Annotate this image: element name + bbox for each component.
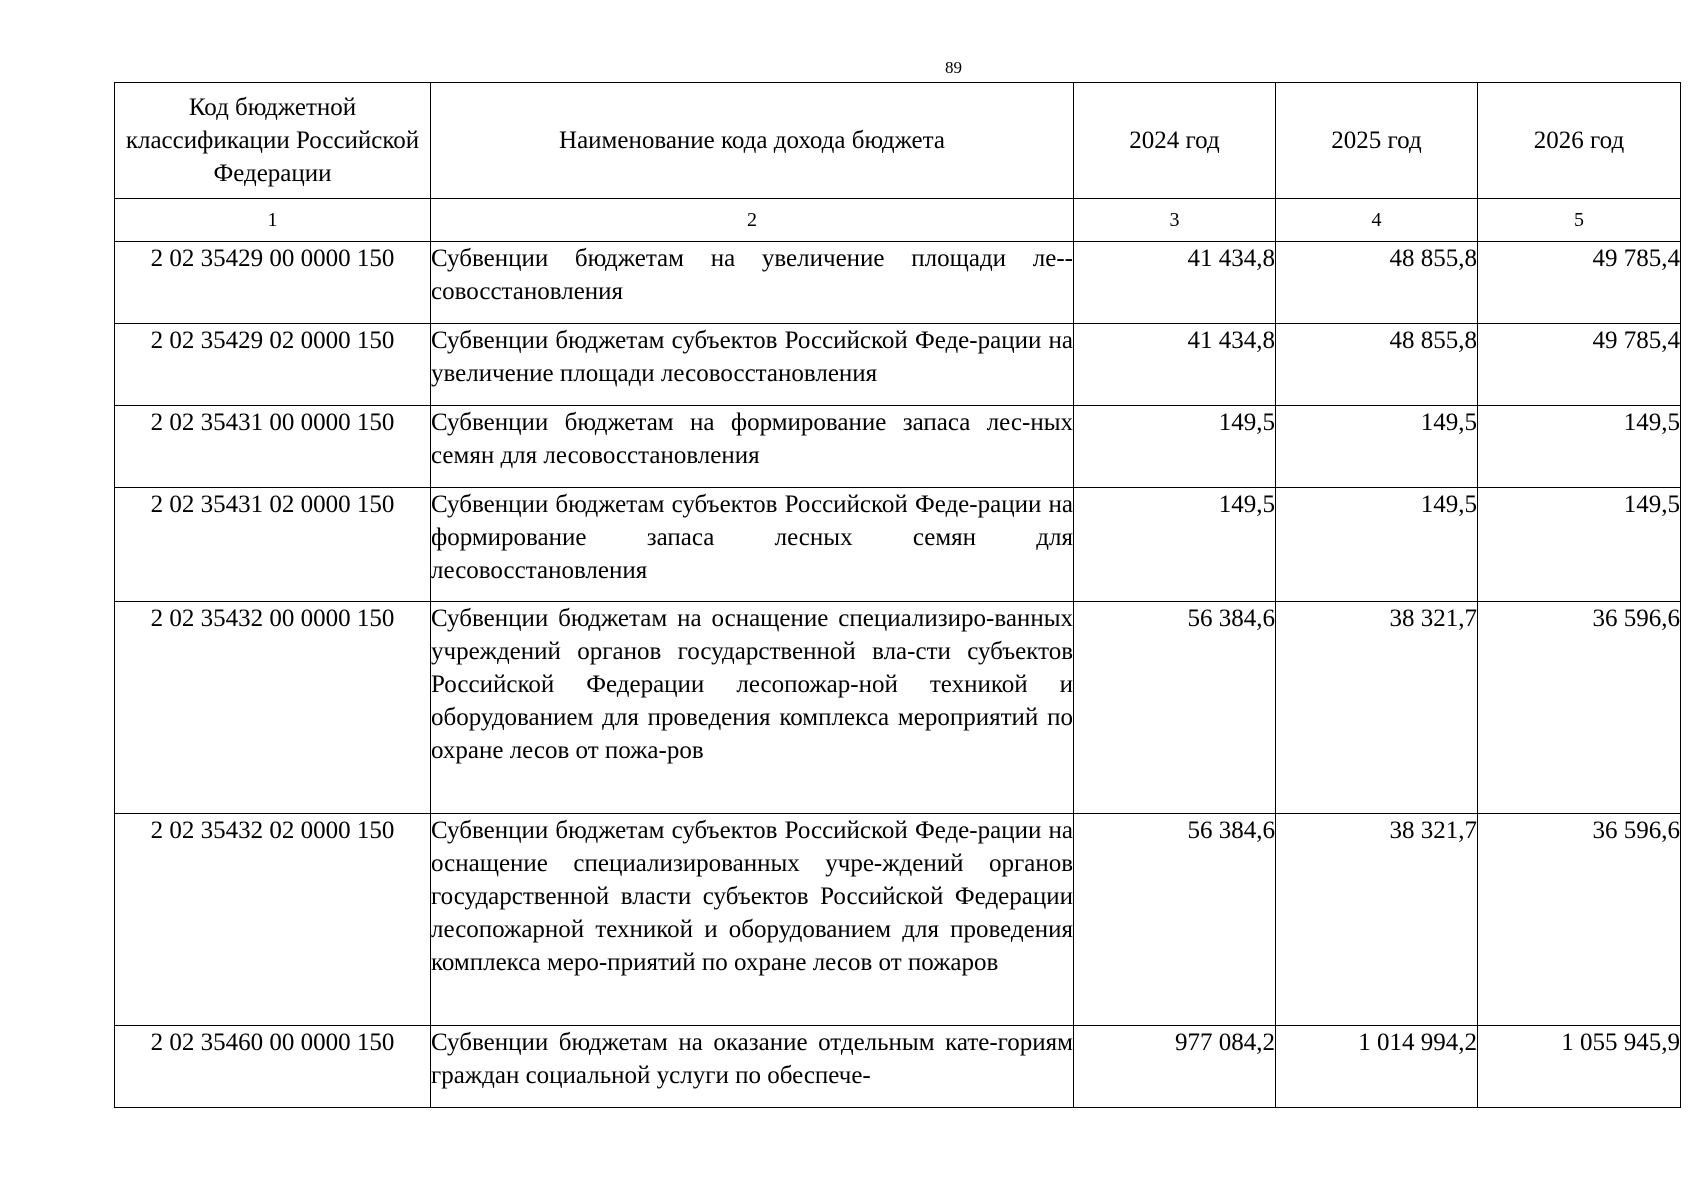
amount-2024-cell: 977 084,2 (1074, 1026, 1276, 1108)
column-number-2: 2 (431, 199, 1074, 242)
amount-2026-cell: 49 785,4 (1478, 324, 1681, 406)
header-year-2025: 2025 год (1276, 83, 1478, 199)
amount-2026-cell: 36 596,6 (1478, 814, 1681, 1026)
amount-2024-cell: 149,5 (1074, 406, 1276, 488)
table-row (115, 324, 1681, 406)
amount-2025-cell: 149,5 (1276, 488, 1478, 602)
amount-2026-cell: 1 055 945,9 (1478, 1026, 1681, 1108)
table-row (115, 602, 1681, 814)
income-name-cell: Субвенции бюджетам субъектов Российской Феде-рации на формирование запаса лесных семян для лесовосстановления (431, 488, 1074, 602)
budget-income-table (114, 82, 1681, 1108)
amount-2024-cell: 149,5 (1074, 488, 1276, 602)
amount-2026-cell: 149,5 (1478, 488, 1681, 602)
amount-2024-cell: 56 384,6 (1074, 814, 1276, 1026)
column-number-1: 1 (115, 199, 431, 242)
amount-2024-cell: 56 384,6 (1074, 602, 1276, 814)
page-number: 89 (945, 58, 962, 77)
table-row (115, 1026, 1681, 1108)
income-name-cell: Субвенции бюджетам на оказание отдельным кате-гориям граждан социальной услуги по обеспече- (431, 1026, 1074, 1108)
amount-2026-cell: 149,5 (1478, 406, 1681, 488)
amount-2026-cell: 49 785,4 (1478, 242, 1681, 324)
income-name-cell: Субвенции бюджетам на увеличение площади ле-совосстановления (431, 242, 1074, 324)
table-body (115, 242, 1681, 1108)
column-number-4: 4 (1276, 199, 1478, 242)
table-row (115, 242, 1681, 324)
amount-2025-cell: 38 321,7 (1276, 602, 1478, 814)
header-budget-code: Код бюджетной классификации Российской Федерации (115, 83, 431, 199)
income-name-cell: Субвенции бюджетам на оснащение специализиро-ванных учреждений органов государственной вла-сти субъектов Российской Федерации лесопожар-ной техникой и оборудованием для проведения комплекса мероприятий по охране лесов от пожа-ров (431, 602, 1074, 814)
income-name-cell: Субвенции бюджетам на формирование запаса лес-ных семян для лесовосстановления (431, 406, 1074, 488)
amount-2024-cell: 41 434,8 (1074, 324, 1276, 406)
table-row (115, 488, 1681, 602)
amount-2025-cell: 38 321,7 (1276, 814, 1478, 1026)
amount-2025-cell: 1 014 994,2 (1276, 1026, 1478, 1108)
budget-code-cell: 2 02 35429 00 0000 150 (115, 242, 431, 324)
table-row (115, 814, 1681, 1026)
column-number-3: 3 (1074, 199, 1276, 242)
budget-code-cell: 2 02 35431 00 0000 150 (115, 406, 431, 488)
budget-code-cell: 2 02 35431 02 0000 150 (115, 488, 431, 602)
budget-code-cell: 2 02 35432 00 0000 150 (115, 602, 431, 814)
table-header-row (115, 83, 1681, 199)
header-year-2026: 2026 год (1478, 83, 1681, 199)
header-income-name: Наименование кода дохода бюджета (431, 83, 1074, 199)
budget-code-cell: 2 02 35432 02 0000 150 (115, 814, 431, 1026)
column-number-row (115, 199, 1681, 242)
income-name-cell: Субвенции бюджетам субъектов Российской Феде-рации на оснащение специализированных учре-ждений органов государственной власти субъектов Российской Федерации лесопожарной техникой и оборудованием для проведения комплекса меро-приятий по охране лесов от пожаров (431, 814, 1074, 1026)
amount-2025-cell: 48 855,8 (1276, 242, 1478, 324)
budget-code-cell: 2 02 35460 00 0000 150 (115, 1026, 431, 1108)
amount-2026-cell: 36 596,6 (1478, 602, 1681, 814)
amount-2025-cell: 48 855,8 (1276, 324, 1478, 406)
header-year-2024: 2024 год (1074, 83, 1276, 199)
amount-2025-cell: 149,5 (1276, 406, 1478, 488)
budget-code-cell: 2 02 35429 02 0000 150 (115, 324, 431, 406)
column-number-5: 5 (1478, 199, 1681, 242)
income-name-cell: Субвенции бюджетам субъектов Российской Феде-рации на увеличение площади лесовосстановления (431, 324, 1074, 406)
amount-2024-cell: 41 434,8 (1074, 242, 1276, 324)
table-row (115, 406, 1681, 488)
